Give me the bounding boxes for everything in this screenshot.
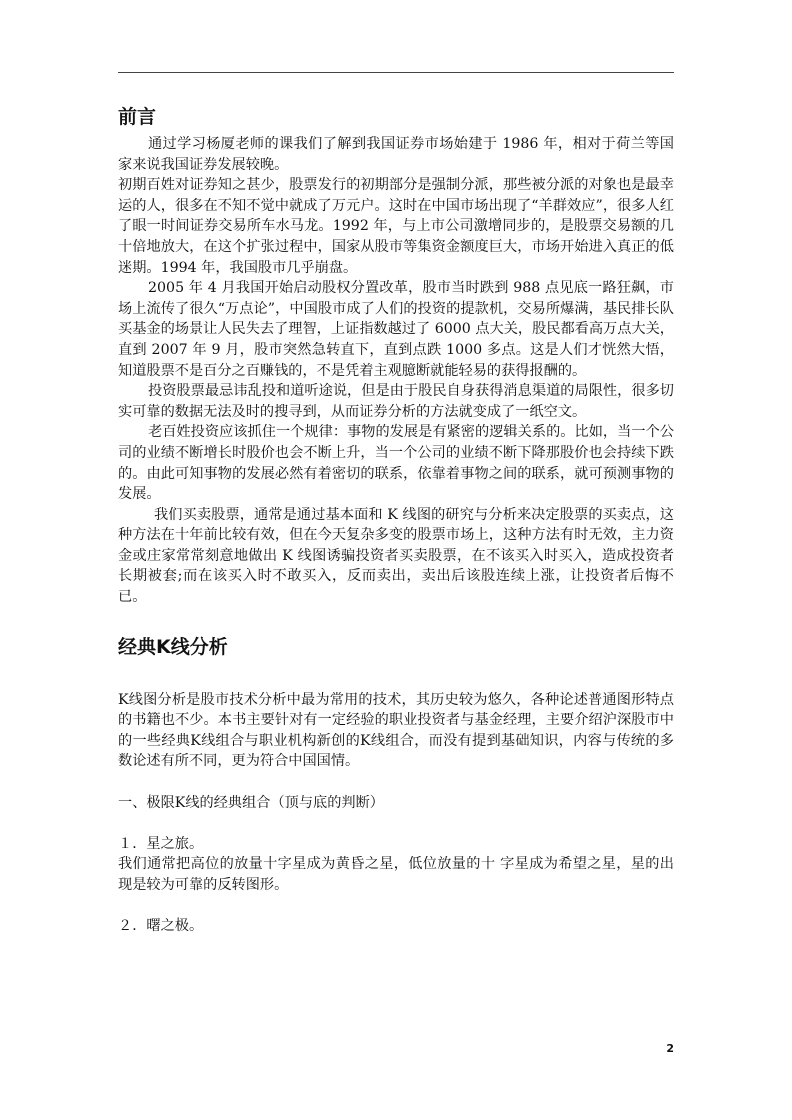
preface-paragraph-5: 老百姓投资应该抓住一个规律：事物的发展是有紧密的逻辑关系的。比如，当一个公司的业绩不断增长时股价也会不断上升，当一个公司的业绩不断下降那股价也会持续下跌的。由此可知事物的发展必然有着密切的联系，依靠着事物之间的联系，就可预测事物的发展。 (118, 424, 674, 503)
preface-heading: 前言 (118, 106, 157, 128)
kline-intro: K线图分析是股市技术分析中最为常用的技术，其历史较为悠久，各种论述普通图形特点的书籍也不少。本书主要针对有一定经验的职业投资者与基金经理，主要介绍沪深股市中的一些经典K线组合与职业机构新创的K线组合，而没有提到基础知识，内容与传统的多数论述有所不同，更为符合中国国情。 (118, 691, 674, 770)
preface-paragraph-2: 初期百姓对证券知之甚少，股票发行的初期部分是强制分派，那些被分派的对象也是最幸运的人，很多在不知不觉中就成了万元户。这时在中国市场出现了“羊群效应”，很多人红了眼一时间证券交易所车水马龙。1992 年，与上市公司激增同步的，是股票交易额的几十倍地放大，在这个扩张过程中，国家从股市等集资金额度巨大，市场开始进入真正的低迷期。1994 年，我国股市几乎崩盘。 (118, 177, 674, 276)
section-1-title: 一、极限K线的经典组合（顶与底的判断） (118, 794, 384, 811)
spacer (118, 813, 674, 834)
item-1-title: １．星之旅。 (118, 835, 204, 852)
spacer (118, 608, 674, 634)
item-1-text: 我们通常把高位的放量十字星成为黄昏之星，低位放量的十 字星成为希望之星，星的出现是较为可靠的反转图形。 (118, 856, 674, 893)
document-body (118, 104, 674, 937)
preface-paragraph-4: 投资股票最忌讳乱投和道听途说，但是由于股民自身获得消息渠道的局限性，很多切实可靠的数据无法及时的搜寻到，从而证券分析的方法就变成了一纸空文。 (118, 383, 674, 420)
preface-paragraph-1: 通过学习杨厦老师的课我们了解到我国证券市场始建于 1986 年，相对于荷兰等国家来说我国证券发展较晚。 (118, 136, 674, 173)
page-number: 2 (666, 1042, 674, 1055)
kline-heading: 经典K线分析 (118, 635, 228, 658)
header-rule (118, 72, 674, 73)
spacer (118, 896, 674, 917)
item-2-title: ２．曙之极。 (118, 918, 204, 935)
spacer (118, 772, 674, 793)
preface-paragraph-3: 2005 年 4 月我国开始启动股权分置改革，股市当时跌到 988 点见底一路狂飙，市场上流传了很久“万点论”，中国股市成了人们的投资的提款机，交易所爆满，基民排长队买基金的场景让人民失去了理智，上证指数越过了 6000 点大关，股民都看高万点大关，直到 2007 年 9 月，股市突然急转直下，直到点跌 1000 多点。这是人们才恍然大悟，知道股票不是百分之百赚钱的，不是凭着主观臆断就能轻易的获得报酬的。 (118, 280, 674, 379)
preface-paragraph-6: 我们买卖股票，通常是通过基本面和 K 线图的研究与分析来决定股票的买卖点，这种方法在十年前比较有效，但在今天复杂多变的股票市场上，这种方法有时无效，主力资金或庄家常常刻意地做出 K 线图诱骗投资者买卖股票，在不该买入时买入，造成投资者长期被套;而在该买入时不敢买入，反而卖出，卖出后该股连续上涨，让投资者后悔不已。 (118, 506, 674, 606)
